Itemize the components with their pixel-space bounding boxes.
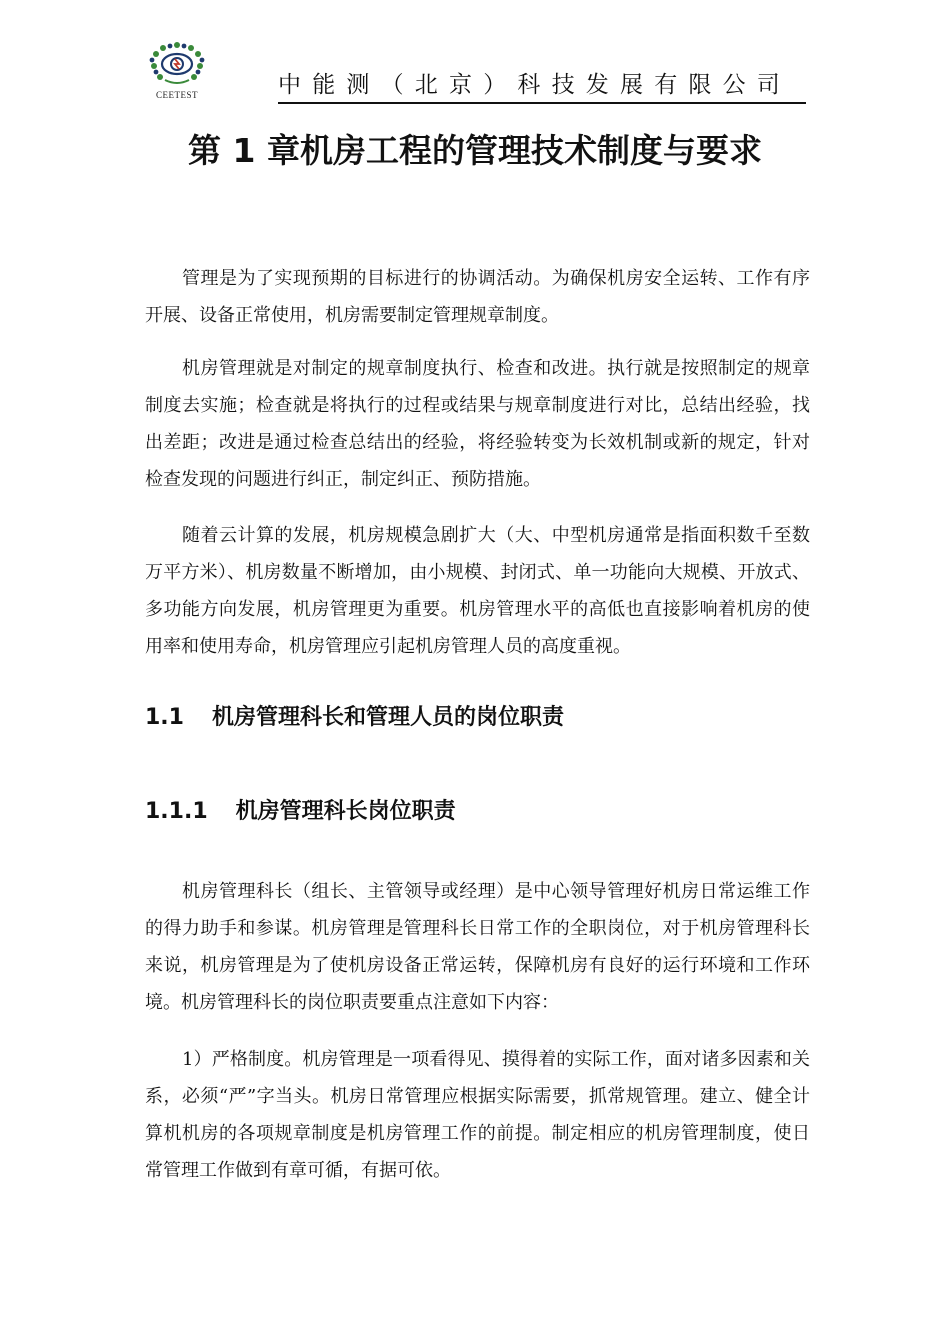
- section-number: 1.1: [145, 705, 184, 730]
- logo-emblem-icon: [148, 42, 206, 86]
- logo-text: CEETEST: [156, 90, 198, 100]
- company-logo: [146, 42, 208, 102]
- paragraph: 随着云计算的发展，机房规模急剧扩大（大、中型机房通常是指面积数千至数万平方米）、机房数量不断增加，由小规模、封闭式、单一功能向大规模、开放式、多功能方向发展，机房管理更为重要。机房管理水平的高低也直接影响着机房的使用率和使用寿命，机房管理应引起机房管理人员的高度重视。: [145, 525, 810, 657]
- paragraph: 1）严格制度。机房管理是一项看得见、摸得着的实际工作，面对诸多因素和关系，必须“严”字当头。机房日常管理应根据实际需要，抓常规管理。建立、健全计算机机房的各项规章制度是机房管理工作的前提。制定相应的机房管理制度，使日常管理工作做到有章可循，有据可依。: [145, 1049, 810, 1181]
- paragraph: 机房管理科长（组长、主管领导或经理）是中心领导管理好机房日常运维工作的得力助手和参谋。机房管理是管理科长日常工作的全职岗位，对于机房管理科长来说，机房管理是为了使机房设备正常运转，保障机房有良好的运行环境和工作环境。机房管理科长的岗位职责要重点注意如下内容：: [145, 881, 810, 1013]
- subsection-number: 1.1.1: [145, 799, 208, 824]
- paragraph: 管理是为了实现预期的目标进行的协调活动。为确保机房安全运转、工作有序开展、设备正常使用，机房需要制定管理规章制度。: [145, 268, 810, 326]
- section-title: 机房管理科长和管理人员的岗位职责: [211, 705, 564, 730]
- section-heading: [145, 700, 564, 731]
- chapter-title: 第 1 章机房工程的管理技术制度与要求: [188, 131, 762, 170]
- paragraph: 机房管理就是对制定的规章制度执行、检查和改进。执行就是按照制定的规章制度去实施；检查就是将执行的过程或结果与规章制度进行对比，总结出经验，找出差距；改进是通过检查总结出的经验，将经验转变为长效机制或新的规定，针对检查发现的问题进行纠正，制定纠正、预防措施。: [145, 358, 810, 490]
- company-name: 中能测（北京）科技发展有限公司: [278, 70, 806, 104]
- subsection-heading: [145, 794, 456, 825]
- subsection-title: 机房管理科长岗位职责: [235, 799, 456, 824]
